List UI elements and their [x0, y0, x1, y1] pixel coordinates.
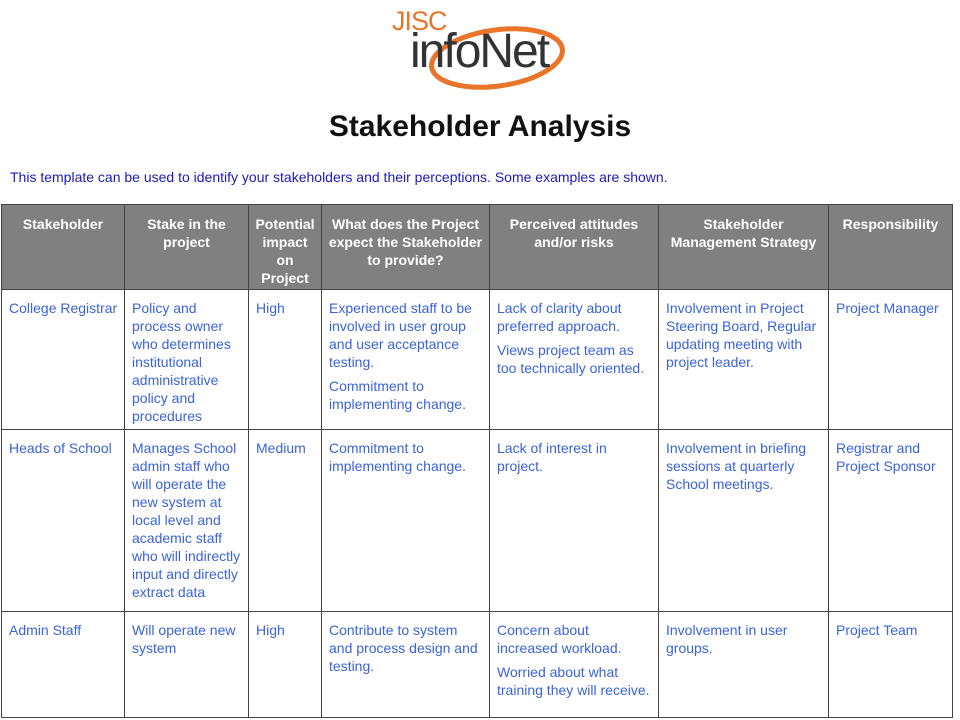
- header-stake: Stake in the project: [125, 205, 249, 290]
- cell-stake: Manages School admin staff who will operate the new system at local level and academic staff who will indirectly input and directly extract data: [125, 430, 249, 612]
- cell-paragraph: Commitment to implementing change.: [329, 378, 466, 412]
- jisc-infonet-logo: [390, 6, 568, 96]
- cell-attitudes: [490, 290, 659, 430]
- logo-jisc-text: JISC: [392, 6, 447, 36]
- stakeholder-table: [1, 204, 953, 718]
- cell-responsibility: Project Manager: [829, 290, 953, 430]
- table-row: [2, 290, 953, 430]
- cell-responsibility: Project Team: [829, 612, 953, 718]
- cell-expect: [322, 430, 490, 612]
- cell-paragraph: Lack of clarity about preferred approach.: [497, 300, 622, 334]
- cell-strategy: Involvement in briefing sessions at quarterly School meetings.: [659, 430, 829, 612]
- cell-impact: Medium: [249, 430, 322, 612]
- cell-paragraph: Commitment to implementing change.: [329, 440, 466, 474]
- header-responsibility: Responsibility: [829, 205, 953, 290]
- cell-stakeholder: Heads of School: [2, 430, 125, 612]
- cell-stake: Will operate new system: [125, 612, 249, 718]
- logo-infonet-text: infoNet: [410, 25, 549, 78]
- header-stakeholder: Stakeholder: [2, 205, 125, 290]
- cell-paragraph: Concern about increased workload.: [497, 622, 622, 656]
- cell-expect: [322, 612, 490, 718]
- cell-responsibility: Registrar and Project Sponsor: [829, 430, 953, 612]
- cell-paragraph: Contribute to system and process design and testing.: [329, 622, 478, 674]
- cell-paragraph: Worried about what training they will receive.: [497, 664, 650, 698]
- cell-stake: Policy and process owner who determines institutional administrative policy and procedures: [125, 290, 249, 430]
- cell-attitudes: [490, 612, 659, 718]
- header-attitudes: Perceived attitudes and/or risks: [490, 205, 659, 290]
- cell-paragraph: Experienced staff to be involved in user group and user acceptance testing.: [329, 300, 472, 370]
- intro-text: This template can be used to identify your stakeholders and their perceptions. Some examples are shown.: [10, 169, 668, 185]
- cell-expect: [322, 290, 490, 430]
- cell-impact: High: [249, 612, 322, 718]
- cell-stakeholder: College Registrar: [2, 290, 125, 430]
- header-expect: What does the Project expect the Stakeholder to provide?: [322, 205, 490, 290]
- cell-stakeholder: Admin Staff: [2, 612, 125, 718]
- header-strategy: Stakeholder Management Strategy: [659, 205, 829, 290]
- cell-impact: High: [249, 290, 322, 430]
- header-impact: Potential impact on Project: [249, 205, 322, 290]
- cell-strategy: Involvement in user groups.: [659, 612, 829, 718]
- cell-strategy: Involvement in Project Steering Board, Regular updating meeting with project leader.: [659, 290, 829, 430]
- cell-paragraph: Views project team as too technically oriented.: [497, 342, 645, 376]
- cell-attitudes: [490, 430, 659, 612]
- page-title: Stakeholder Analysis: [328, 110, 632, 143]
- cell-paragraph: Lack of interest in project.: [497, 440, 607, 474]
- table-row: [2, 430, 953, 612]
- table-row: [2, 612, 953, 718]
- table-header-row: [2, 205, 953, 290]
